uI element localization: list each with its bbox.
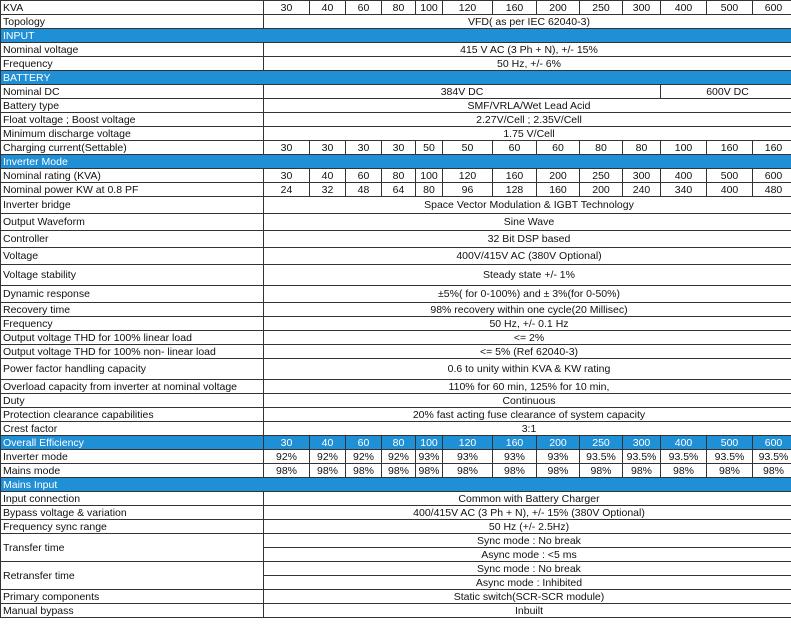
- dynamic-response-label: Dynamic response: [1, 286, 264, 303]
- section-inverter-title: Inverter Mode: [1, 155, 791, 169]
- nominal-voltage-label: Nominal voltage: [1, 43, 264, 57]
- manual-bypass-label: Manual bypass: [1, 604, 264, 618]
- voltage-stability-label: Voltage stability: [1, 265, 264, 286]
- value-cell: 98%: [580, 464, 623, 478]
- transfer-time-sync: Sync mode : No break: [264, 534, 791, 548]
- value-cell: 250: [580, 169, 623, 183]
- battery-type-label: Battery type: [1, 99, 264, 113]
- value-cell: 400: [661, 436, 707, 450]
- thd-nonlinear-label: Output voltage THD for 100% non- linear load: [1, 345, 264, 359]
- inverter-bridge-row: [1, 197, 791, 214]
- value-cell: 92%: [264, 450, 310, 464]
- charging-current-label: Charging current(Settable): [1, 141, 264, 155]
- value-cell: 200: [537, 169, 580, 183]
- charging-current-row: [1, 141, 791, 155]
- value-cell: 98%: [382, 464, 416, 478]
- value-cell: 500: [707, 169, 753, 183]
- value-cell: 98%: [493, 464, 537, 478]
- power-factor-label: Power factor handling capacity: [1, 359, 264, 380]
- mains-mode-row: [1, 464, 791, 478]
- bypass-voltage-value: 400/415V AC (3 Ph + N), +/- 15% (380V Optional): [264, 506, 791, 520]
- value-cell: 93%: [443, 450, 493, 464]
- section-mains-title: Mains Input: [1, 478, 791, 492]
- value-cell: 30: [264, 436, 310, 450]
- value-cell: 30: [310, 141, 346, 155]
- value-cell: 40: [310, 436, 346, 450]
- value-cell: 50: [416, 141, 443, 155]
- value-cell: 48: [346, 183, 382, 197]
- section-inverter: [1, 155, 791, 169]
- value-cell: 480: [753, 183, 791, 197]
- section-battery: [1, 71, 791, 85]
- output-waveform-label: Output Waveform: [1, 214, 264, 231]
- thd-linear-value: <= 2%: [264, 331, 791, 345]
- battery-type-value: SMF/VRLA/Wet Lead Acid: [264, 99, 791, 113]
- value-cell: 50: [443, 141, 493, 155]
- input-frequency-value: 50 Hz, +/- 6%: [264, 57, 791, 71]
- power-factor-row: [1, 359, 791, 380]
- transfer-time-async: Async mode : <5 ms: [264, 548, 791, 562]
- transfer-time-row-1: [1, 534, 791, 548]
- section-input-title: INPUT: [1, 29, 791, 43]
- min-discharge-label: Minimum discharge voltage: [1, 127, 264, 141]
- value-cell: 93%: [493, 450, 537, 464]
- primary-components-row: [1, 590, 791, 604]
- value-cell: 100: [416, 1, 443, 15]
- nominal-power-row: [1, 183, 791, 197]
- topology-row: [1, 15, 791, 29]
- value-cell: 98%: [537, 464, 580, 478]
- freq-sync-value: 50 Hz (+/- 2.5Hz): [264, 520, 791, 534]
- nominal-dc-label: Nominal DC: [1, 85, 264, 99]
- value-cell: 93.5%: [580, 450, 623, 464]
- input-connection-row: [1, 492, 791, 506]
- protection-row: [1, 408, 791, 422]
- value-cell: 93%: [537, 450, 580, 464]
- protection-value: 20% fast acting fuse clearance of system capacity: [264, 408, 791, 422]
- input-connection-label: Input connection: [1, 492, 264, 506]
- value-cell: 98%: [310, 464, 346, 478]
- inverter-bridge-value: Space Vector Modulation & IGBT Technology: [264, 197, 791, 214]
- thd-linear-row: [1, 331, 791, 345]
- nominal-power-label: Nominal power KW at 0.8 PF: [1, 183, 264, 197]
- value-cell: 300: [623, 436, 661, 450]
- kva-row: [1, 1, 791, 15]
- recovery-time-value: 98% recovery within one cycle(20 Millisec): [264, 303, 791, 317]
- crest-factor-label: Crest factor: [1, 422, 264, 436]
- value-cell: 128: [493, 183, 537, 197]
- value-cell: 96: [443, 183, 493, 197]
- inverter-frequency-value: 50 Hz, +/- 0.1 Hz: [264, 317, 791, 331]
- value-cell: 80: [382, 1, 416, 15]
- primary-components-label: Primary components: [1, 590, 264, 604]
- value-cell: 80: [382, 436, 416, 450]
- recovery-time-label: Recovery time: [1, 303, 264, 317]
- value-cell: 400: [707, 183, 753, 197]
- value-cell: 160: [493, 436, 537, 450]
- input-frequency-label: Frequency: [1, 57, 264, 71]
- value-cell: 200: [537, 1, 580, 15]
- value-cell: 98%: [661, 464, 707, 478]
- mains-mode-label: Mains mode: [1, 464, 264, 478]
- value-cell: 30: [382, 141, 416, 155]
- value-cell: 93.5%: [753, 450, 791, 464]
- value-cell: 98%: [753, 464, 791, 478]
- dynamic-response-row: [1, 286, 791, 303]
- value-cell: 60: [493, 141, 537, 155]
- value-cell: 160: [493, 169, 537, 183]
- value-cell: 64: [382, 183, 416, 197]
- float-boost-value: 2.27V/Cell ; 2.35V/Cell: [264, 113, 791, 127]
- input-frequency-row: [1, 57, 791, 71]
- value-cell: 60: [346, 436, 382, 450]
- value-cell: 98%: [264, 464, 310, 478]
- value-cell: 93.5%: [707, 450, 753, 464]
- value-cell: 300: [623, 169, 661, 183]
- value-cell: 30: [264, 1, 310, 15]
- section-battery-title: BATTERY: [1, 71, 791, 85]
- value-cell: 98%: [346, 464, 382, 478]
- value-cell: 600: [753, 1, 791, 15]
- efficiency-header-row: [1, 436, 791, 450]
- efficiency-section-title: Overall Efficiency: [1, 436, 264, 450]
- value-cell: 100: [416, 169, 443, 183]
- controller-value: 32 Bit DSP based: [264, 231, 791, 248]
- voltage-label: Voltage: [1, 248, 264, 265]
- value-cell: 340: [661, 183, 707, 197]
- overload-row: [1, 380, 791, 394]
- value-cell: 120: [443, 169, 493, 183]
- output-waveform-value: Sine Wave: [264, 214, 791, 231]
- value-cell: 60: [346, 169, 382, 183]
- value-cell: 40: [310, 169, 346, 183]
- crest-factor-value: 3:1: [264, 422, 791, 436]
- nominal-rating-row: [1, 169, 791, 183]
- value-cell: 120: [443, 436, 493, 450]
- inverter-mode-label: Inverter mode: [1, 450, 264, 464]
- inverter-frequency-row: [1, 317, 791, 331]
- controller-row: [1, 231, 791, 248]
- duty-value: Continuous: [264, 394, 791, 408]
- nominal-voltage-row: [1, 43, 791, 57]
- value-cell: 98%: [707, 464, 753, 478]
- value-cell: 160: [537, 183, 580, 197]
- kva-label: KVA: [1, 1, 264, 15]
- value-cell: 30: [264, 141, 310, 155]
- value-cell: 600: [753, 436, 791, 450]
- transfer-time-label: Transfer time: [1, 534, 264, 562]
- value-cell: 32: [310, 183, 346, 197]
- manual-bypass-value: Inbuilt: [264, 604, 791, 618]
- section-mains: [1, 478, 791, 492]
- retransfer-time-label: Retransfer time: [1, 562, 264, 590]
- thd-linear-label: Output voltage THD for 100% linear load: [1, 331, 264, 345]
- nominal-voltage-value: 415 V AC (3 Ph + N), +/- 15%: [264, 43, 791, 57]
- value-cell: 160: [707, 141, 753, 155]
- battery-type-row: [1, 99, 791, 113]
- float-boost-row: [1, 113, 791, 127]
- crest-factor-row: [1, 422, 791, 436]
- value-cell: 500: [707, 436, 753, 450]
- value-cell: 200: [537, 436, 580, 450]
- bypass-voltage-row: [1, 506, 791, 520]
- primary-components-value: Static switch(SCR-SCR module): [264, 590, 791, 604]
- value-cell: 80: [580, 141, 623, 155]
- float-boost-label: Float voltage ; Boost voltage: [1, 113, 264, 127]
- value-cell: 98%: [623, 464, 661, 478]
- controller-label: Controller: [1, 231, 264, 248]
- nominal-rating-label: Nominal rating (KVA): [1, 169, 264, 183]
- value-cell: 80: [623, 141, 661, 155]
- nominal-dc-row: [1, 85, 791, 99]
- dynamic-response-value: ±5%( for 0-100%) and ± 3%(for 0-50%): [264, 286, 791, 303]
- value-cell: 100: [661, 141, 707, 155]
- thd-nonlinear-value: <= 5% (Ref 62040-3): [264, 345, 791, 359]
- value-cell: 60: [537, 141, 580, 155]
- voltage-value: 400V/415V AC (380V Optional): [264, 248, 791, 265]
- value-cell: 98%: [416, 464, 443, 478]
- value-cell: 100: [416, 436, 443, 450]
- recovery-time-row: [1, 303, 791, 317]
- inverter-mode-row: [1, 450, 791, 464]
- value-cell: 400: [661, 1, 707, 15]
- value-cell: 500: [707, 1, 753, 15]
- overload-label: Overload capacity from inverter at nominal voltage: [1, 380, 264, 394]
- nominal-dc-value-b: 600V DC: [661, 85, 791, 99]
- value-cell: 30: [346, 141, 382, 155]
- value-cell: 600: [753, 169, 791, 183]
- value-cell: 60: [346, 1, 382, 15]
- freq-sync-label: Frequency sync range: [1, 520, 264, 534]
- value-cell: 250: [580, 436, 623, 450]
- power-factor-value: 0.6 to unity within KVA & KW rating: [264, 359, 791, 380]
- value-cell: 400: [661, 169, 707, 183]
- freq-sync-row: [1, 520, 791, 534]
- duty-label: Duty: [1, 394, 264, 408]
- retransfer-time-sync: Sync mode : No break: [264, 562, 791, 576]
- value-cell: 93.5%: [623, 450, 661, 464]
- duty-row: [1, 394, 791, 408]
- value-cell: 24: [264, 183, 310, 197]
- value-cell: 200: [580, 183, 623, 197]
- voltage-stability-row: [1, 265, 791, 286]
- output-waveform-row: [1, 214, 791, 231]
- voltage-stability-value: Steady state +/- 1%: [264, 265, 791, 286]
- value-cell: 92%: [310, 450, 346, 464]
- value-cell: 120: [443, 1, 493, 15]
- topology-label: Topology: [1, 15, 264, 29]
- value-cell: 80: [382, 169, 416, 183]
- topology-value: VFD( as per IEC 62040-3): [264, 15, 791, 29]
- value-cell: 80: [416, 183, 443, 197]
- value-cell: 92%: [382, 450, 416, 464]
- value-cell: 160: [753, 141, 791, 155]
- min-discharge-value: 1.75 V/Cell: [264, 127, 791, 141]
- value-cell: 40: [310, 1, 346, 15]
- retransfer-time-row-1: [1, 562, 791, 576]
- manual-bypass-row: [1, 604, 791, 618]
- value-cell: 98%: [443, 464, 493, 478]
- value-cell: 240: [623, 183, 661, 197]
- overload-value: 110% for 60 min, 125% for 10 min,: [264, 380, 791, 394]
- voltage-row: [1, 248, 791, 265]
- value-cell: 92%: [346, 450, 382, 464]
- retransfer-time-async: Async mode : Inhibited: [264, 576, 791, 590]
- value-cell: 300: [623, 1, 661, 15]
- value-cell: 93%: [416, 450, 443, 464]
- input-connection-value: Common with Battery Charger: [264, 492, 791, 506]
- bypass-voltage-label: Bypass voltage & variation: [1, 506, 264, 520]
- min-discharge-row: [1, 127, 791, 141]
- value-cell: 93.5%: [661, 450, 707, 464]
- value-cell: 160: [493, 1, 537, 15]
- section-input: [1, 29, 791, 43]
- thd-nonlinear-row: [1, 345, 791, 359]
- inverter-bridge-label: Inverter bridge: [1, 197, 264, 214]
- protection-label: Protection clearance capabilities: [1, 408, 264, 422]
- value-cell: 30: [264, 169, 310, 183]
- inverter-frequency-label: Frequency: [1, 317, 264, 331]
- nominal-dc-value-a: 384V DC: [264, 85, 661, 99]
- value-cell: 250: [580, 1, 623, 15]
